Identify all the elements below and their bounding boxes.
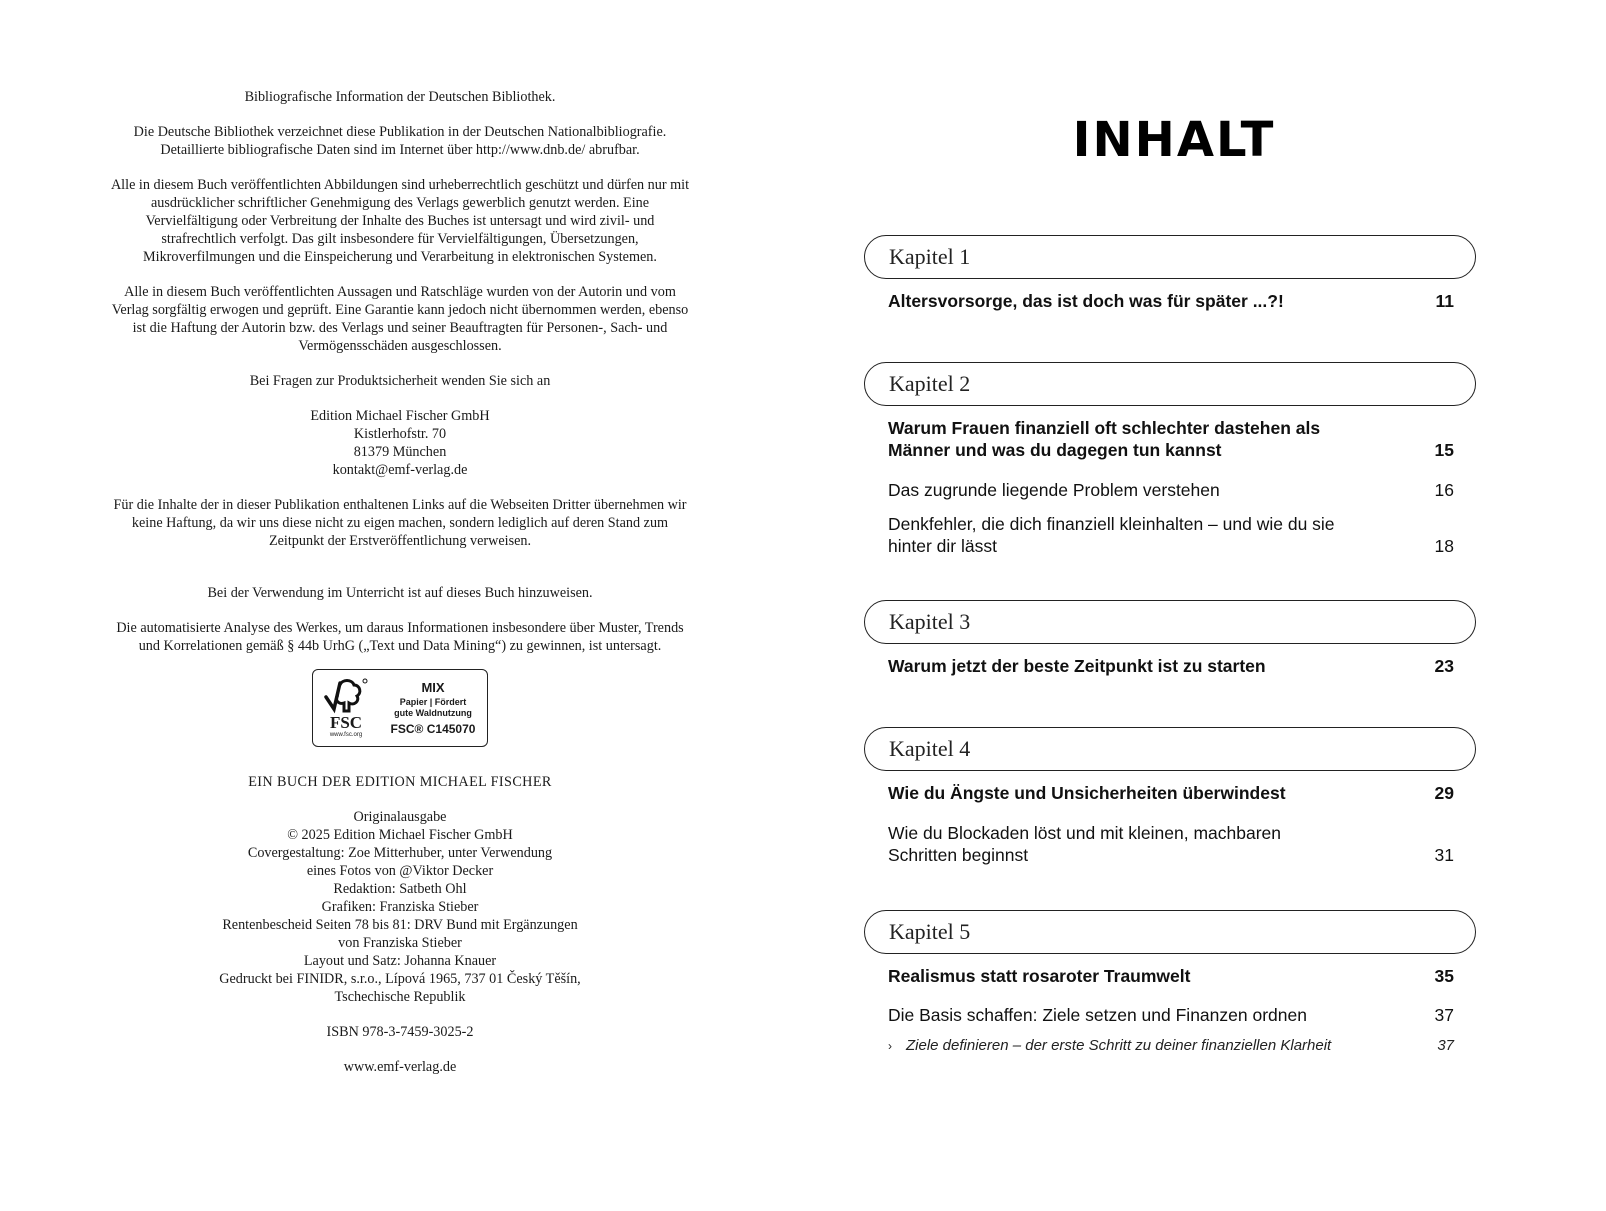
toc-subentry[interactable] <box>864 1035 1476 1057</box>
toc-entry-page: 23 <box>1434 656 1454 676</box>
website: www.emf-verlag.de <box>343 1059 457 1075</box>
fsc-mix: MIX <box>421 679 445 695</box>
toc-entry-title: Altersvorsorge, das ist doch was für später ...?! <box>888 291 1284 311</box>
toc-entry[interactable] <box>864 290 1476 312</box>
liability-paragraph: Alle in diesem Buch veröffentlichten Aussagen und Ratschläge wurden von der Autorin und vom Verlag sorgfältig erwogen und geprüft. Eine Garantie kann jedoch nicht übernommen werden, ebenso ist die Haftung der Autorin bzw. des Verlags und seiner Beauftragten für Personen-, Sach- und Vermögensschäden ausgeschlossen. <box>111 284 689 354</box>
tdm-paragraph: Die automatisierte Analyse des Werkes, um daraus Informationen insbesondere über Muster, Trends und Korrelationen gemäß § 44b UrhG („Text und Data Mining“) zu gewinnen, ist untersagt. <box>116 620 684 654</box>
publisher-email: kontakt@emf-verlag.de <box>332 462 468 478</box>
chapter-1-label: Kapitel 1 <box>864 235 1476 279</box>
toc-subentry-title: Ziele definieren – der erste Schritt zu deiner finanziellen Klarheit <box>906 1037 1332 1054</box>
toc-entry[interactable] <box>864 417 1476 461</box>
chapter-3 <box>864 600 1476 677</box>
toc-entry[interactable] <box>864 655 1476 677</box>
toc-subentry-page: 37 <box>1437 1037 1454 1054</box>
toc-entry-title: Realismus statt rosaroter Traumwelt <box>888 966 1191 986</box>
copyright-paragraph: Alle in diesem Buch veröffentlichten Abbildungen sind urheberrechtlich geschützt und dürfen nur mit ausdrücklicher schriftlicher Genehmigung des Verlags gewerblich genutzt werden. Eine Vervielfältigung oder Verbreitung der Inhalte des Buches ist untersagt und wird zivil- und strafrechtlich verfolgt. Das gilt insbesondere für Vervielfältigungen, Übersetzungen, Mikroverfilmungen und die Einspeicherung und Verarbeitung in elektronischen Systemen. <box>110 177 690 265</box>
chapter-1 <box>864 235 1476 312</box>
chapter-5 <box>864 910 1476 1057</box>
toc-entry-page: 15 <box>1434 440 1454 460</box>
credit-line: Covergestaltung: Zoe Mitterhuber, unter Verwendung <box>247 845 553 861</box>
credit-line: Tschechische Republik <box>334 989 466 1005</box>
product-safety-intro: Bei Fragen zur Produktsicherheit wenden Sie sich an <box>249 373 551 389</box>
bib-heading: Bibliografische Information der Deutschen Bibliothek. <box>244 89 556 105</box>
fsc-paper-line-1: Papier | Fördert <box>399 696 467 707</box>
credit-line: eines Fotos von @Viktor Decker <box>306 863 494 879</box>
credit-line: Gedruckt bei FINIDR, s.r.o., Lípová 1965, 737 01 Český Těšín, <box>219 971 581 987</box>
toc-entry[interactable] <box>864 782 1476 804</box>
credit-line: Grafiken: Franziska Stieber <box>321 899 479 915</box>
fsc-logo-url: www.fsc.org <box>329 732 363 738</box>
chapter-2-label: Kapitel 2 <box>864 362 1476 406</box>
toc-entry-title: Die Basis schaffen: Ziele setzen und Finanzen ordnen <box>888 1005 1307 1025</box>
chapter-3-label: Kapitel 3 <box>864 600 1476 644</box>
chapter-4 <box>864 727 1476 866</box>
toc-entry[interactable] <box>864 1004 1476 1026</box>
imprint-page <box>110 88 690 1093</box>
toc-entry-title: Das zugrunde liegende Problem verstehen <box>888 480 1220 500</box>
links-disclaimer: Für die Inhalte der in dieser Publikation enthaltenen Links auf die Webseiten Dritter übernehmen wir keine Haftung, da wir uns diese nicht zu eigen machen, sondern lediglich auf deren Stand zum Zeitpunkt der Erstveröffentlichung verweisen. <box>113 497 687 549</box>
chapter-2 <box>864 362 1476 557</box>
toc-entry[interactable] <box>864 513 1476 557</box>
toc-entry-page: 31 <box>1434 845 1454 865</box>
credit-line: Originalausgabe <box>353 809 447 825</box>
toc-title: INHALT <box>1072 112 1276 168</box>
fsc-text <box>379 679 487 738</box>
toc-entry-page: 37 <box>1434 1005 1454 1025</box>
fsc-logo-text: FSC <box>329 713 363 732</box>
fsc-label <box>312 669 488 747</box>
bib-info <box>110 123 690 159</box>
credit-line: von Franziska Stieber <box>338 935 462 951</box>
credit-line: Layout und Satz: Johanna Knauer <box>303 953 497 969</box>
publisher-address <box>110 407 690 479</box>
publisher-street: Kistlerhofstr. 70 <box>353 426 447 442</box>
chevron-right-icon: › <box>888 1039 892 1053</box>
fsc-paper-line-2: gute Waldnutzung <box>394 707 472 718</box>
publisher-city: 81379 München <box>353 444 447 460</box>
chapter-5-label: Kapitel 5 <box>864 910 1476 954</box>
credit-line: Redaktion: Satbeth Ohl <box>333 881 467 897</box>
credit-line: Rentenbescheid Seiten 78 bis 81: DRV Bund mit Ergänzungen <box>222 917 578 933</box>
toc-entry-title: Denkfehler, die dich finanziell kleinhalten – und wie du sie hinter dir lässt <box>888 514 1335 556</box>
toc-entry-title: Warum jetzt der beste Zeitpunkt ist zu starten <box>888 656 1266 676</box>
toc-entry-page: 16 <box>1434 480 1454 500</box>
toc-entry-page: 35 <box>1434 966 1454 986</box>
fsc-tree-icon <box>322 677 370 715</box>
credit-line: © 2025 Edition Michael Fischer GmbH <box>287 827 513 843</box>
toc-entry-page: 29 <box>1434 783 1454 803</box>
credits <box>110 808 690 1006</box>
toc-entry-page: 18 <box>1434 536 1454 556</box>
bib-line-2: Detaillierte bibliografische Daten sind im Internet über http://www.dnb.de/ abrufbar. <box>160 142 640 158</box>
teaching-note: Bei der Verwendung im Unterricht ist auf dieses Buch hinzuweisen. <box>207 585 593 601</box>
toc-entry-title: Wie du Blockaden löst und mit kleinen, machbaren Schritten beginnst <box>888 823 1281 865</box>
publisher-name: Edition Michael Fischer GmbH <box>310 408 490 424</box>
imprint-caps: EIN BUCH DER EDITION MICHAEL FISCHER <box>248 774 552 790</box>
fsc-logo <box>313 677 379 739</box>
toc-entry-page: 11 <box>1435 291 1454 311</box>
toc-subentry-text-wrap <box>888 1035 1331 1057</box>
toc-entry[interactable] <box>864 479 1476 501</box>
toc-entry[interactable] <box>864 822 1476 866</box>
toc-entry-title: Wie du Ängste und Unsicherheiten überwindest <box>888 783 1286 803</box>
fsc-code: FSC® C145070 <box>390 721 476 736</box>
isbn: ISBN 978-3-7459-3025-2 <box>326 1024 474 1040</box>
bib-line-1: Die Deutsche Bibliothek verzeichnet diese Publikation in der Deutschen Nationalbibliografie. <box>133 124 667 140</box>
chapter-4-label: Kapitel 4 <box>864 727 1476 771</box>
toc-entry-title: Warum Frauen finanziell oft schlechter dastehen als Männer und was du dagegen tun kannst <box>888 418 1321 460</box>
toc-entry[interactable] <box>864 965 1476 987</box>
